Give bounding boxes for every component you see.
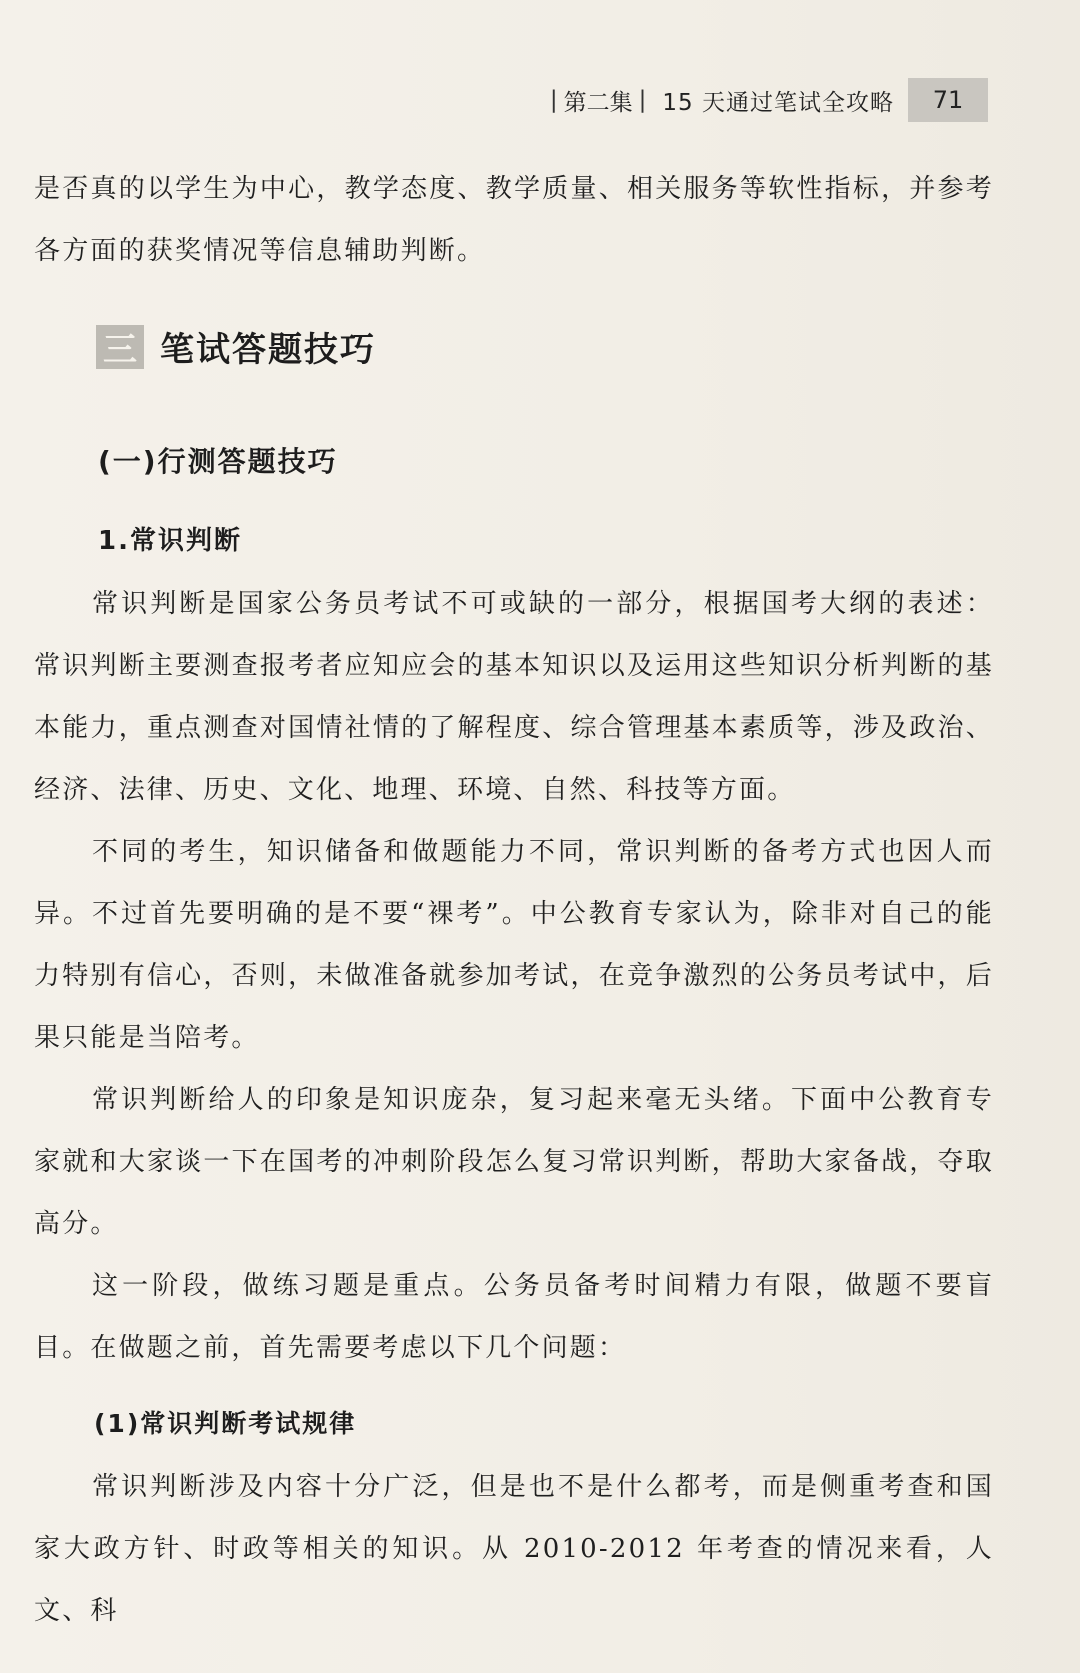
section-number: 三: [96, 325, 144, 369]
page-number: 71: [908, 78, 988, 122]
header-divider: |: [638, 87, 647, 113]
paragraph: 不同的考生，知识储备和做题能力不同，常识判断的备考方式也因人而异。不过首先要明确的是不要“裸考”。中公教育专家认为，除非对自己的能力特别有信心，否则，未做准备就参加考试，在竞争激烈的公务员考试中，后果只能是当陪考。: [34, 837, 994, 1053]
paragraph: 常识判断给人的印象是知识庞杂，复习起来毫无头绪。下面中公教育专家就和大家谈一下在国考的冲刺阶段怎么复习常识判断，帮助大家备战，夺取高分。: [34, 1085, 994, 1239]
paragraph: 这一阶段，做练习题是重点。公务员备考时间精力有限，做题不要盲目。在做题之前，首先需要考虑以下几个问题：: [34, 1271, 994, 1363]
section-heading: [96, 322, 376, 371]
paragraph-text: 是否真的以学生为中心，教学态度、教学质量、相关服务等软性指标，并参考各方面的获奖情况等信息辅助判断。: [34, 174, 994, 266]
header-chapter: 第二集: [563, 89, 633, 116]
header-title: 15 天通过笔试全攻略: [662, 89, 894, 116]
item-title: (1)常识判断考试规律: [94, 1409, 357, 1438]
subsubsection-title: 1.常识判断: [98, 526, 242, 556]
paragraph-top: [34, 158, 994, 282]
paragraph-last: [34, 1456, 994, 1642]
running-header: [544, 78, 988, 122]
body-text: [34, 573, 994, 1379]
section-title: 笔试答题技巧: [160, 330, 376, 370]
header-divider: |: [549, 87, 558, 113]
paragraph: 常识判断是国家公务员考试不可或缺的一部分，根据国考大纲的表述：常识判断主要测查报考者应知应会的基本知识以及运用这些知识分析判断的基本能力，重点测查对国情社情的了解程度、综合管理基本素质等，涉及政治、经济、法律、历史、文化、地理、环境、自然、科技等方面。: [34, 589, 994, 805]
paragraph-text: 常识判断涉及内容十分广泛，但是也不是什么都考，而是侧重考查和国家大政方针、时政等相关的知识。从 2010-2012 年考查的情况来看，人文、科: [34, 1472, 994, 1626]
subsection-title: (一)行测答题技巧: [98, 445, 338, 478]
